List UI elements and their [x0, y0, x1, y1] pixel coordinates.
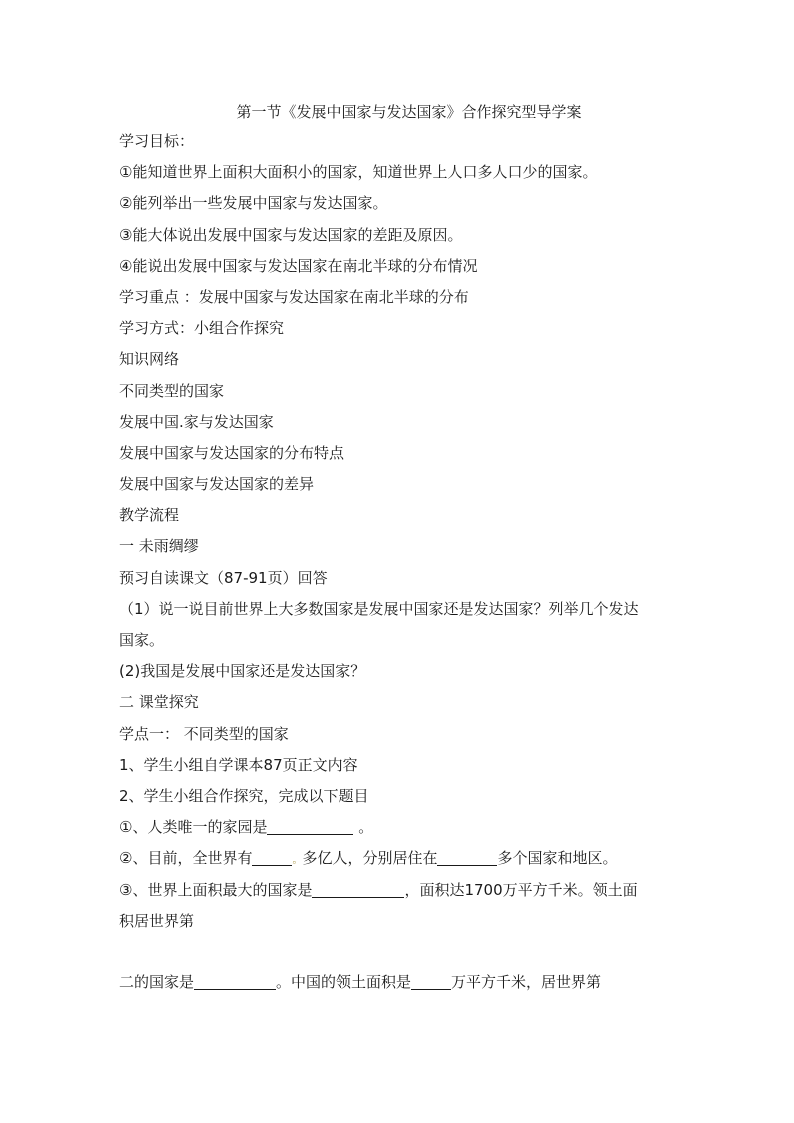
answer-blank	[411, 971, 451, 990]
goals-label: 学习目标：	[119, 132, 195, 150]
blank-spacer	[119, 937, 699, 967]
section-1-heading: 一 未雨绸缪	[119, 537, 199, 556]
document-body	[119, 98, 699, 998]
fill-question-4-text: 二的国家是	[119, 972, 195, 991]
fill-question-1-text: ①、人类唯一的家园是	[119, 818, 268, 837]
fill-question-1-end: 。	[353, 818, 374, 837]
preview-instruction: 预习自读课文（87-91页）回答	[119, 568, 328, 587]
step-2: 2、学生小组合作探究，完成以下题目	[119, 786, 369, 805]
fill-question-1	[119, 812, 699, 843]
fill-question-3-continued: 积居世界第	[119, 911, 195, 930]
fill-question-4-end: 万平方千米，居世界第	[451, 972, 602, 991]
fill-question-3-text: ③、世界上面积最大的国家是	[119, 880, 313, 899]
document-title: 第一节《发展中国家与发达国家》合作探究型导学案	[236, 103, 582, 121]
answer-blank	[437, 847, 497, 866]
network-item-2: 发展中国.家与发达国家	[119, 412, 274, 431]
study-point-1: 学点一： 不同类型的国家	[119, 724, 289, 743]
question-1-line-1: （1）说一说目前世界上大多数国家是发展中国家还是发达国家？列举几个发达	[119, 599, 639, 618]
learning-focus: 学习重点 ：发展中国家与发达国家在南北半球的分布	[119, 287, 469, 306]
network-item-1: 不同类型的国家	[119, 381, 225, 400]
answer-blank	[312, 879, 404, 898]
teaching-flow-heading: 教学流程	[119, 506, 180, 525]
answer-blank	[194, 971, 276, 990]
section-2-heading: 二 课堂探究	[119, 693, 199, 712]
network-item-4: 发展中国家与发达国家的差异	[119, 475, 315, 494]
network-item-3: 发展中国家与发达国家的分布特点	[119, 443, 345, 462]
question-1-line-2: 国家。	[119, 631, 165, 649]
step-1: 1、学生小组自学课本87页正文内容	[119, 755, 358, 774]
fill-question-2-mid: 多亿人，分别居住在	[302, 849, 438, 868]
stray-mark: 。	[292, 855, 303, 867]
learning-method: 学习方式：小组合作探究	[119, 319, 285, 338]
goal-3: ③能大体说出发展中国家与发达国家的差距及原因。	[119, 225, 463, 244]
fill-question-2-text: ②、目前，全世界有	[119, 849, 253, 868]
fill-question-3-end: ，面积达1700万平方千米。领土面	[404, 880, 638, 899]
answer-blank	[267, 816, 353, 835]
goal-2: ②能列举出一些发展中国家与发达国家。	[119, 194, 388, 213]
question-2: (2)我国是发展中国家还是发达国家？	[119, 662, 366, 681]
fill-question-2-end: 多个国家和地区。	[497, 849, 618, 868]
goal-1: ①能知道世界上面积大面积小的国家，知道世界上人口多人口少的国家。	[119, 163, 598, 182]
fill-question-4-mid: 。中国的领土面积是	[276, 972, 412, 991]
fill-question-4	[119, 967, 699, 998]
answer-blank	[252, 847, 292, 866]
fill-question-3	[119, 875, 699, 906]
goal-4: ④能说出发展中国家与发达国家在南北半球的分布情况	[119, 256, 478, 275]
knowledge-network-heading: 知识网络	[119, 350, 180, 369]
fill-question-2	[119, 843, 699, 874]
